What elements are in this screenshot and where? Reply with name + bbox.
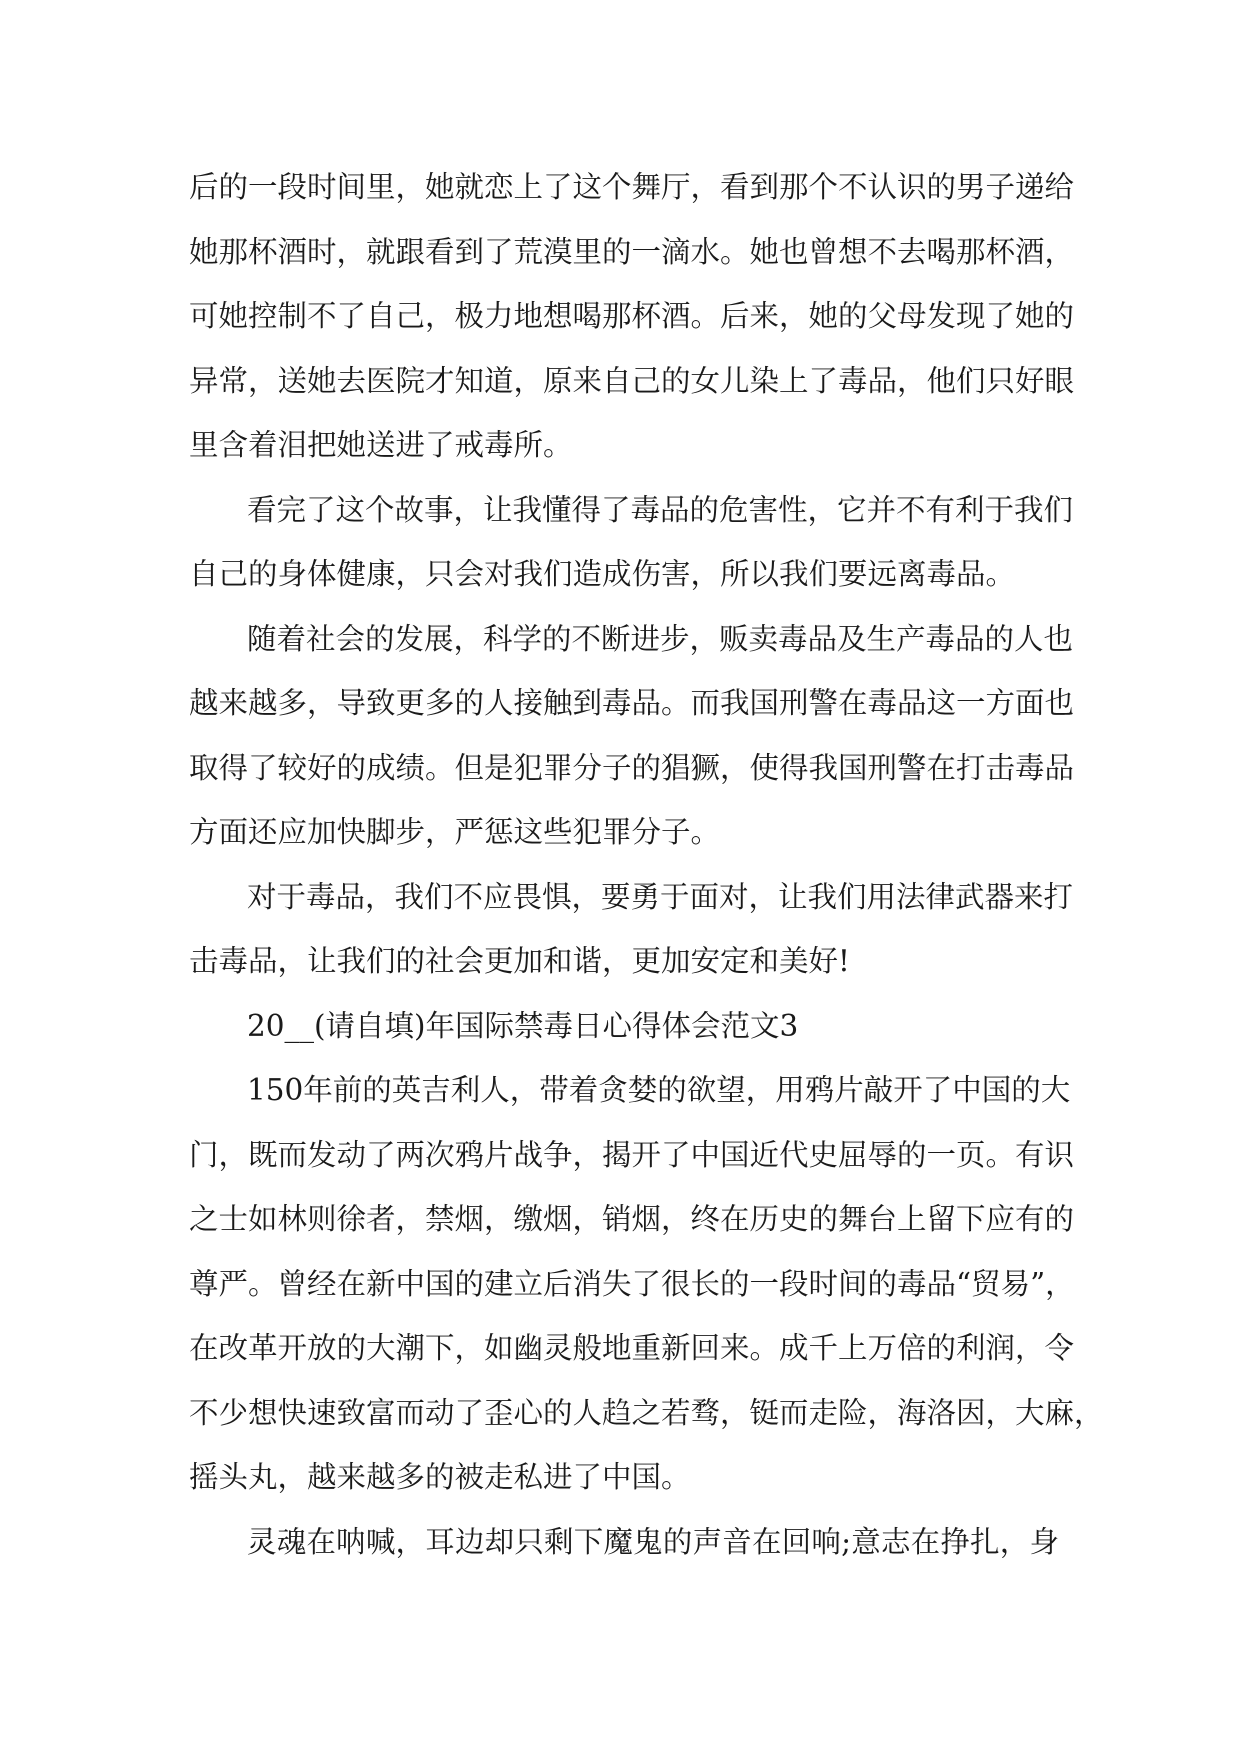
paragraph-start-line: 150年前的英吉利人，带着贪婪的欲望，用鸦片敲开了中国的大 — [247, 1073, 1071, 1107]
text-line: 她那杯酒时，就跟看到了荒漠里的一滴水。她也曾想不去喝那杯酒， — [189, 234, 1075, 269]
text-line: 越来越多，导致更多的人接触到毒品。而我国刑警在毒品这一方面也 — [189, 686, 1075, 720]
text-line: 门，既而发动了两次鸦片战争，揭开了中国近代史屈辱的一页。有识 — [189, 1137, 1075, 1172]
text-line: 取得了较好的成绩。但是犯罪分子的猖獗，使得我国刑警在打击毒品 — [189, 750, 1075, 785]
text-line: 摇头丸，越来越多的被走私进了中国。 — [189, 1460, 691, 1494]
text-line: 不少想快速致富而动了歪心的人趋之若骛，铤而走险，海洛因，大麻， — [189, 1395, 1104, 1430]
paragraph-start-line: 随着社会的发展，科学的不断进步，贩卖毒品及生产毒品的人也 — [247, 621, 1074, 656]
text-line: 方面还应加快脚步，严惩这些犯罪分子。 — [189, 815, 721, 849]
paragraph-start-line: 对于毒品，我们不应畏惧，要勇于面对，让我们用法律武器来打 — [247, 879, 1074, 914]
paragraph-start-line: 看完了这个故事，让我懂得了毒品的危害性，它并不有利于我们 — [247, 492, 1074, 527]
text-line: 里含着泪把她送进了戒毒所。 — [189, 428, 573, 462]
text-line: 后的一段时间里，她就恋上了这个舞厅，看到那个不认识的男子递给 — [189, 170, 1075, 204]
text-line: 之士如林则徐者，禁烟，缴烟，销烟，终在历史的舞台上留下应有的 — [189, 1202, 1075, 1236]
section-heading: 20__(请自填)年国际禁毒日心得体会范文3 — [247, 1008, 799, 1043]
document-body — [189, 155, 1104, 1574]
text-line: 击毒品，让我们的社会更加和谐，更加安定和美好! — [189, 944, 850, 978]
text-line: 尊严。曾经在新中国的建立后消失了很长的一段时间的毒品“贸易”， — [189, 1266, 1075, 1301]
text-line: 自己的身体健康，只会对我们造成伤害，所以我们要远离毒品。 — [189, 557, 1016, 591]
paragraph-start-line: 灵魂在呐喊，耳边却只剩下魔鬼的声音在回响;意志在挣扎，身 — [247, 1524, 1059, 1559]
text-line: 可她控制不了自己，极力地想喝那杯酒。后来，她的父母发现了她的 — [189, 299, 1075, 333]
text-line: 异常，送她去医院才知道，原来自己的女儿染上了毒品，他们只好眼 — [189, 363, 1075, 398]
text-line: 在改革开放的大潮下，如幽灵般地重新回来。成千上万倍的利润，令 — [189, 1331, 1075, 1365]
